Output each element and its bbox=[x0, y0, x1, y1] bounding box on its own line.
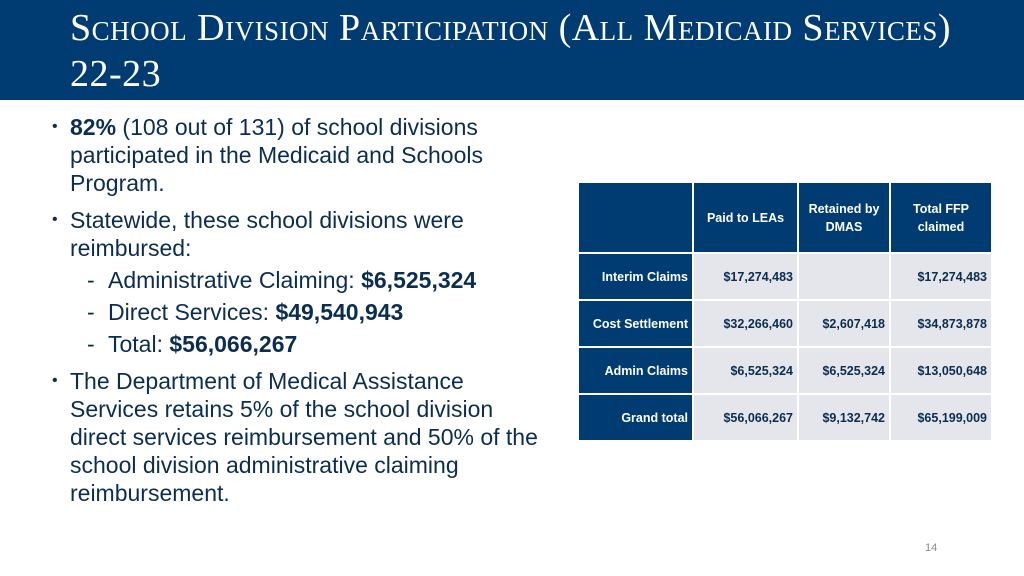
sub-value: $6,525,324 bbox=[361, 267, 477, 293]
sub-item-admin bbox=[70, 266, 540, 294]
page-title: School Division Participation (All Medicaid Services) 22-23 bbox=[70, 7, 952, 95]
paid-cell: $32,266,460 bbox=[694, 301, 797, 346]
row-label: Grand total bbox=[579, 395, 692, 440]
bullet-participation bbox=[50, 113, 540, 197]
sub-label: Total: bbox=[108, 331, 170, 357]
row-label: Interim Claims bbox=[579, 254, 692, 299]
sub-dash: - bbox=[87, 299, 95, 325]
table-header-cell: Paid to LEAs bbox=[694, 183, 797, 252]
bullet-dmas-retention bbox=[50, 367, 540, 507]
paid-cell: $6,525,324 bbox=[694, 348, 797, 393]
retained-cell bbox=[799, 254, 889, 299]
table-header-cell: Retained by DMAS bbox=[799, 183, 889, 252]
page-number: 14 bbox=[925, 542, 938, 554]
bullet-dot: • bbox=[52, 118, 58, 135]
table-header-cell: Total FFP claimed bbox=[891, 183, 991, 252]
row-label: Cost Settlement bbox=[579, 301, 692, 346]
retained-cell: $6,525,324 bbox=[799, 348, 889, 393]
participation-percent: 82% bbox=[70, 114, 117, 140]
sub-value: $56,066,267 bbox=[169, 331, 298, 357]
reimbursement-text: Statewide, these school divisions were reimbursed: bbox=[70, 207, 464, 261]
bullet-dot: • bbox=[52, 372, 58, 389]
table-row bbox=[579, 348, 991, 393]
bullet-list bbox=[50, 113, 540, 516]
sub-dash: - bbox=[87, 331, 95, 357]
row-label: Admin Claims bbox=[579, 348, 692, 393]
table-row bbox=[579, 395, 991, 440]
retained-cell: $9,132,742 bbox=[799, 395, 889, 440]
table-row bbox=[579, 301, 991, 346]
table-row bbox=[579, 254, 991, 299]
table-header-cell bbox=[579, 183, 692, 252]
retained-cell: $2,607,418 bbox=[799, 301, 889, 346]
sub-item-direct bbox=[70, 298, 540, 326]
reimbursement-table bbox=[577, 181, 993, 442]
sub-label: Direct Services: bbox=[108, 299, 276, 325]
participation-text: (108 out of 131) of school divisions participated in the Medicaid and Schools Program. bbox=[70, 114, 483, 196]
total-cell: $34,873,878 bbox=[891, 301, 991, 346]
title-bar bbox=[0, 0, 1024, 100]
total-cell: $65,199,009 bbox=[891, 395, 991, 440]
total-cell: $17,274,483 bbox=[891, 254, 991, 299]
bullet-dot: • bbox=[52, 211, 58, 228]
sub-value: $49,540,943 bbox=[275, 299, 404, 325]
sub-label: Administrative Claiming: bbox=[108, 267, 362, 293]
bullet-reimbursement bbox=[50, 206, 540, 358]
paid-cell: $17,274,483 bbox=[694, 254, 797, 299]
sub-item-total bbox=[70, 330, 540, 358]
paid-cell: $56,066,267 bbox=[694, 395, 797, 440]
total-cell: $13,050,648 bbox=[891, 348, 991, 393]
retention-text: The Department of Medical Assistance Services retains 5% of the school division direct services reimbursement and 50% of the school division administrative claiming reimbursement. bbox=[70, 368, 538, 506]
table-header-row bbox=[579, 183, 991, 252]
sub-dash: - bbox=[87, 267, 95, 293]
